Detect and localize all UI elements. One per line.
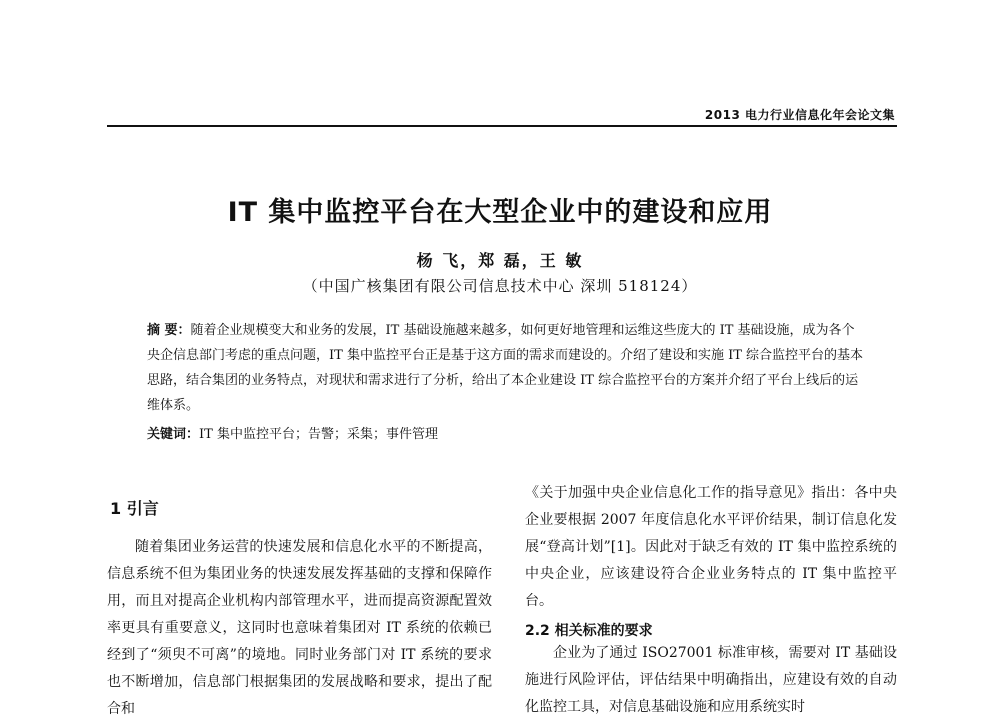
paper-title: IT 集中监控平台在大型企业中的建设和应用	[227, 197, 773, 228]
keywords-label: 关键词：	[147, 427, 200, 442]
keywords-text: IT 集中监控平台；告警；采集；事件管理	[199, 427, 438, 442]
running-header: 2013 电力行业信息化年会论文集	[704, 108, 895, 122]
author-list: 杨 飞，郑 磊，王 敏	[416, 251, 584, 270]
right-column-continuation: 《关于加强中央企业信息化工作的指导意见》指出：各中央企业要根据 2007 年度信息化水平评价结果，制订信息化发展“登高计划”[1]。因此对于缺乏有效的 IT 集中监控系统的中央企业，应该建设符合企业业务特点的 IT 集中监控平台。	[525, 485, 897, 609]
section-2-2-paragraph: 企业为了通过 ISO27001 标准审核，需要对 IT 基础设施进行风险评估，评估结果中明确指出，应建设有效的自动化监控工具，对信息基础设施和应用系统实时	[525, 645, 897, 715]
abstract-text: 随着企业规模变大和业务的发展，IT 基础设施越来越多，如何更好地管理和运维这些庞大的 IT 基础设施，成为各个央企信息部门考虑的重点问题，IT 集中监控平台正是基于这方面的需求而建设的。介绍了建设和实施 IT 综合监控平台的基本思路，结合集团的业务特点，对现状和需求进行了分析，给出了本企业建设 IT 综合监控平台的方案并介绍了平台上线后的运维体系。	[147, 323, 864, 413]
affiliation: （中国广核集团有限公司信息技术中心 深圳 518124）	[302, 277, 698, 295]
keywords	[147, 423, 867, 442]
abstract	[147, 318, 867, 418]
abstract-label: 摘 要：	[147, 323, 191, 338]
header-rule	[107, 125, 897, 127]
section-2-2-heading: 2.2 相关标准的要求	[525, 623, 653, 639]
section-1-heading: 1 引言	[110, 499, 159, 518]
section-1-paragraph: 随着集团业务运营的快速发展和信息化水平的不断提高，信息系统不但为集团业务的快速发展发挥基础的支撑和保障作用，而且对提高企业机构内部管理水平，进而提高资源配置效率更具有重要意义，这同时也意味着集团对 IT 系统的依赖已经到了“须臾不可离”的境地。同时业务部门对 IT 系统的要求也不断增加，信息部门根据集团的发展战略和要求，提出了配合和	[107, 539, 492, 717]
